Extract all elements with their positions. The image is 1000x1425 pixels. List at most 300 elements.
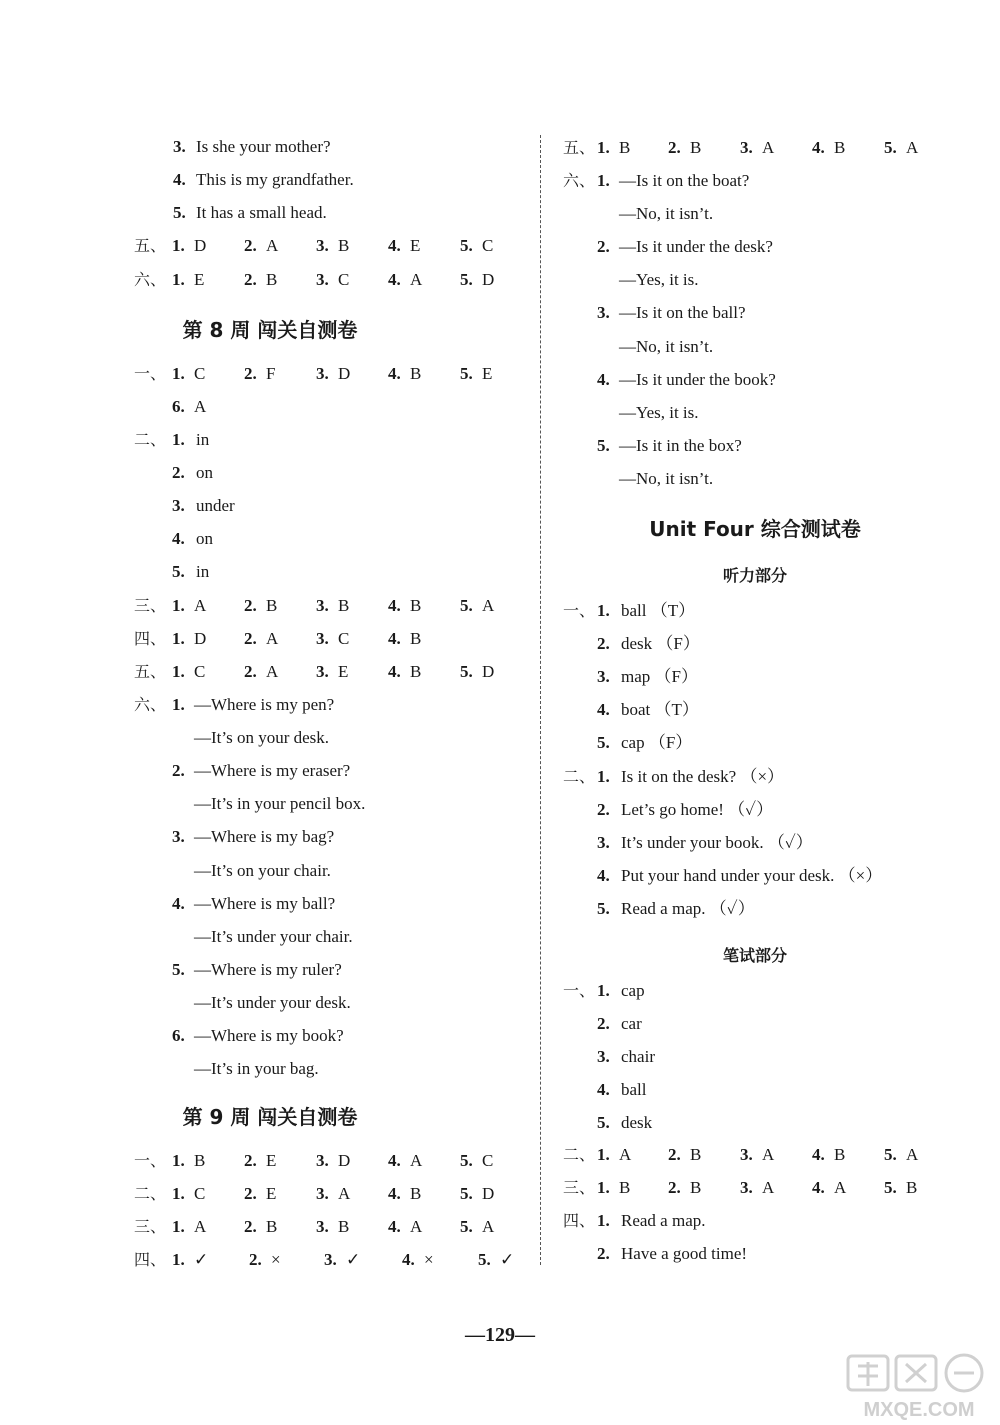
answer-row xyxy=(0,527,540,551)
answer-row xyxy=(555,467,1000,491)
answer-row xyxy=(0,859,540,883)
item-answer: A xyxy=(410,1151,423,1170)
item-number: 5. xyxy=(884,138,897,157)
section-label: 二、 xyxy=(563,1145,596,1164)
week8-title: 第 8 周 闯关自测卷 xyxy=(182,318,358,342)
column-divider xyxy=(540,135,541,1265)
answer-row xyxy=(0,395,540,419)
answer-row xyxy=(555,1012,1000,1036)
item-number: 3. xyxy=(597,667,610,687)
item-answer: Read a map. xyxy=(621,1211,706,1230)
answer-row xyxy=(555,434,1000,458)
section-label: 一、 xyxy=(134,364,167,383)
answer-row xyxy=(555,1111,1000,1135)
item-answer: A xyxy=(410,1217,423,1236)
answer-row xyxy=(0,1248,540,1272)
answer-row xyxy=(555,368,1000,392)
answer-row xyxy=(555,335,1000,359)
dialog-answer: —It’s on your chair. xyxy=(194,860,331,880)
item-answer: C xyxy=(194,1184,206,1203)
item-answer: C xyxy=(482,1151,494,1170)
dialog-question: —Is it on the boat? xyxy=(619,171,750,190)
item-number: 4. xyxy=(173,170,186,190)
section-label: 六、 xyxy=(563,171,596,190)
answer-row xyxy=(0,925,540,949)
item-number: 1. xyxy=(597,138,610,157)
item-number: 5. xyxy=(460,364,473,383)
answer-row xyxy=(0,594,540,618)
item-number: 1. xyxy=(172,695,185,714)
item-number: 2. xyxy=(668,1145,681,1164)
item-answer: D xyxy=(482,1184,495,1203)
answer-row xyxy=(0,792,540,816)
item-answer: C xyxy=(338,270,350,289)
page-number: —129— xyxy=(465,1324,535,1346)
item-answer: C xyxy=(194,662,206,681)
item-answer: B xyxy=(338,236,350,255)
watermark-logo-top xyxy=(848,1355,982,1391)
item-number: 3. xyxy=(316,1151,329,1170)
answer-row xyxy=(555,731,1000,755)
answer-row xyxy=(555,301,1000,325)
item-number: 2. xyxy=(668,138,681,157)
dialog-answer: —It’s in your pencil box. xyxy=(194,794,366,814)
item-number: 1. xyxy=(172,270,185,289)
answer-row xyxy=(555,1078,1000,1102)
dialog-answer: —No, it isn’t. xyxy=(619,204,714,224)
item-number: 3. xyxy=(597,833,610,853)
section-label: 四、 xyxy=(563,1211,596,1230)
answer-row xyxy=(555,897,1000,921)
item-number: 2. xyxy=(244,1184,257,1203)
item-number: 5. xyxy=(884,1145,897,1164)
item-answer: ball xyxy=(621,1080,647,1100)
item-answer: D xyxy=(338,1151,351,1170)
item-answer: C xyxy=(338,629,350,648)
item-answer: A xyxy=(482,1217,495,1236)
item-number: 4. xyxy=(388,1151,401,1170)
item-answer: B xyxy=(690,1178,702,1197)
item-number: 3. xyxy=(324,1250,337,1269)
item-answer: in xyxy=(196,562,210,582)
item-answer: A xyxy=(906,138,919,157)
item-number: 4. xyxy=(388,1217,401,1236)
item-number: 4. xyxy=(172,529,185,549)
item-number: 4. xyxy=(388,270,401,289)
item-number: 3. xyxy=(316,662,329,681)
item-number: 3. xyxy=(740,138,753,157)
item-number: 2. xyxy=(244,596,257,615)
item-number: 3. xyxy=(316,270,329,289)
item-answer: Put your hand under your desk. （×） xyxy=(621,866,883,886)
item-number: 5. xyxy=(478,1250,491,1269)
item-number: 2. xyxy=(244,629,257,648)
item-number: 1. xyxy=(597,1211,610,1230)
answer-row xyxy=(555,979,1000,1003)
item-number: 4. xyxy=(597,369,610,389)
item-number: 3. xyxy=(597,303,610,323)
dialog-question: —Is it on the ball? xyxy=(619,303,746,323)
item-number: 2. xyxy=(244,1151,257,1170)
item-answer: × xyxy=(424,1250,434,1269)
item-answer: B xyxy=(690,138,702,157)
item-number: 5. xyxy=(460,236,473,255)
item-answer: This is my grandfather. xyxy=(196,170,354,190)
item-answer: desk （F） xyxy=(621,634,700,654)
item-number: 4. xyxy=(812,1145,825,1164)
dialog-answer: —No, it isn’t. xyxy=(619,336,714,356)
item-number: 4. xyxy=(388,236,401,255)
item-number: 2. xyxy=(597,634,610,654)
item-number: 1. xyxy=(172,662,185,681)
item-number: 3. xyxy=(597,1047,610,1067)
item-number: 4. xyxy=(388,364,401,383)
item-answer: D xyxy=(194,236,207,255)
item-answer: C xyxy=(482,236,494,255)
dialog-answer: —It’s in your bag. xyxy=(194,1059,319,1079)
item-number: 5. xyxy=(597,899,610,919)
item-answer: in xyxy=(196,430,210,449)
dialog-question: —Where is my bag? xyxy=(194,827,335,847)
item-number: 3. xyxy=(316,236,329,255)
item-answer: D xyxy=(338,364,351,383)
item-number: 2. xyxy=(597,800,610,820)
item-number: 4. xyxy=(388,596,401,615)
answer-row xyxy=(0,726,540,750)
item-number: 2. xyxy=(244,236,257,255)
item-answer: ball （T） xyxy=(621,601,696,620)
item-number: 6. xyxy=(172,1026,185,1045)
unit4-title: Unit Four 综合测试卷 xyxy=(649,517,861,541)
item-answer: B xyxy=(906,1178,918,1197)
answer-row xyxy=(0,759,540,783)
answer-row xyxy=(0,168,540,192)
item-answer: boat （T） xyxy=(621,700,699,720)
answer-row xyxy=(0,958,540,982)
answer-row xyxy=(555,765,1000,789)
item-answer: A xyxy=(762,138,775,157)
item-number: 1. xyxy=(172,1184,185,1203)
item-answer: ✓ xyxy=(500,1250,515,1269)
item-answer: It’s under your book. （✓） xyxy=(621,833,813,853)
item-answer: B xyxy=(410,629,422,648)
item-number: 3. xyxy=(172,496,185,516)
item-number: 2. xyxy=(244,1217,257,1236)
item-number: 4. xyxy=(597,1080,610,1100)
item-number: 1. xyxy=(172,236,185,255)
answer-row xyxy=(555,1045,1000,1069)
item-number: 3. xyxy=(316,1217,329,1236)
item-answer: A xyxy=(338,1184,351,1203)
item-answer: A xyxy=(482,596,495,615)
item-answer: cap xyxy=(621,981,645,1000)
item-number: 4. xyxy=(388,662,401,681)
item-answer: C xyxy=(194,364,206,383)
answer-row xyxy=(0,494,540,518)
item-answer: E xyxy=(194,270,205,289)
dialog-question: —Where is my ruler? xyxy=(194,959,342,979)
item-answer: B xyxy=(338,596,350,615)
item-number: 5. xyxy=(460,1217,473,1236)
answer-row xyxy=(555,169,1000,193)
section-label: 二、 xyxy=(563,767,596,786)
answer-row xyxy=(0,825,540,849)
item-number: 5. xyxy=(460,270,473,289)
item-answer: E xyxy=(338,662,349,681)
item-number: 6. xyxy=(172,397,185,416)
item-answer: B xyxy=(690,1145,702,1164)
answer-row xyxy=(0,461,540,485)
item-number: 4. xyxy=(388,1184,401,1203)
item-answer: ✓ xyxy=(194,1250,209,1269)
item-number: 5. xyxy=(597,733,610,753)
item-answer: B xyxy=(410,596,422,615)
item-number: 5. xyxy=(173,203,186,223)
item-answer: Let’s go home! （✓） xyxy=(621,800,774,820)
item-answer: B xyxy=(619,138,631,157)
item-number: 1. xyxy=(172,430,185,449)
item-number: 5. xyxy=(597,1113,610,1133)
answer-row xyxy=(555,698,1000,722)
item-answer: desk xyxy=(621,1113,653,1133)
item-answer: A xyxy=(834,1178,847,1197)
item-number: 3. xyxy=(172,827,185,847)
dialog-question: —Is it under the book? xyxy=(619,369,776,389)
item-answer: Have a good time! xyxy=(621,1244,748,1264)
section-label: 二、 xyxy=(134,1184,167,1203)
answer-row xyxy=(0,627,540,651)
item-number: 1. xyxy=(597,601,610,620)
item-answer: B xyxy=(834,138,846,157)
item-answer: Is it on the desk? （×） xyxy=(621,767,785,786)
item-answer: Is she your mother? xyxy=(196,137,331,156)
answer-row xyxy=(0,234,540,258)
item-number: 4. xyxy=(388,629,401,648)
answer-row xyxy=(555,864,1000,888)
item-number: 2. xyxy=(668,1178,681,1197)
answer-row xyxy=(0,1057,540,1081)
section-label: 五、 xyxy=(134,236,167,255)
item-number: 2. xyxy=(597,1244,610,1264)
dialog-answer: —It’s under your chair. xyxy=(194,926,353,946)
answer-row xyxy=(0,362,540,386)
dialog-answer: —It’s under your desk. xyxy=(194,992,351,1012)
answer-row xyxy=(555,202,1000,226)
item-number: 1. xyxy=(597,171,610,190)
answer-row xyxy=(555,268,1000,292)
item-number: 1. xyxy=(597,1145,610,1164)
item-number: 1. xyxy=(172,629,185,648)
item-answer: map （F） xyxy=(621,667,698,687)
dialog-question: —Is it in the box? xyxy=(619,435,742,455)
answer-row xyxy=(0,135,540,159)
item-answer: B xyxy=(338,1217,350,1236)
item-answer: A xyxy=(194,1217,207,1236)
item-number: 4. xyxy=(812,138,825,157)
item-answer: ✓ xyxy=(346,1250,361,1269)
item-answer: on xyxy=(196,463,213,483)
item-number: 2. xyxy=(597,237,610,257)
item-number: 3. xyxy=(316,1184,329,1203)
section-label: 一、 xyxy=(563,601,596,620)
item-answer: E xyxy=(266,1151,277,1170)
answer-row xyxy=(0,268,540,292)
answer-row xyxy=(555,665,1000,689)
item-number: 4. xyxy=(597,700,610,720)
item-number: 4. xyxy=(812,1178,825,1197)
answer-row xyxy=(555,831,1000,855)
section-label: 六、 xyxy=(134,270,167,289)
watermark-text: MXQE.COM xyxy=(863,1399,975,1421)
item-answer: F xyxy=(266,364,276,383)
item-answer: × xyxy=(271,1250,281,1269)
answer-row xyxy=(0,428,540,452)
section-label: 四、 xyxy=(134,629,167,648)
item-answer: A xyxy=(762,1178,775,1197)
answer-row xyxy=(0,892,540,916)
section-label: 二、 xyxy=(134,430,167,449)
item-answer: A xyxy=(619,1145,632,1164)
item-answer: A xyxy=(194,397,207,416)
item-answer: B xyxy=(410,1184,422,1203)
item-answer: A xyxy=(266,662,279,681)
answer-row xyxy=(0,560,540,584)
item-answer: E xyxy=(266,1184,277,1203)
week9-title: 第 9 周 闯关自测卷 xyxy=(182,1105,358,1129)
item-number: 1. xyxy=(172,1250,185,1269)
answer-row xyxy=(0,991,540,1015)
item-number: 2. xyxy=(172,761,185,781)
dialog-question: —Is it under the desk? xyxy=(619,237,773,257)
answer-row xyxy=(0,1149,540,1173)
section-label: 五、 xyxy=(134,662,167,681)
item-number: 1. xyxy=(172,596,185,615)
item-number: 1. xyxy=(597,1178,610,1197)
item-answer: It has a small head. xyxy=(196,203,327,223)
item-answer: D xyxy=(194,629,207,648)
item-number: 2. xyxy=(244,662,257,681)
item-number: 5. xyxy=(172,562,185,582)
answer-row xyxy=(0,1024,540,1048)
answer-row xyxy=(0,660,540,684)
item-answer: B xyxy=(266,270,278,289)
section-label: 六、 xyxy=(134,695,167,714)
answer-row xyxy=(555,599,1000,623)
item-answer: A xyxy=(194,596,207,615)
answer-row xyxy=(555,1242,1000,1266)
answer-row xyxy=(0,1182,540,1206)
item-number: 4. xyxy=(597,866,610,886)
item-answer: B xyxy=(194,1151,206,1170)
item-number: 3. xyxy=(173,137,186,156)
item-answer: under xyxy=(196,496,235,516)
item-answer: D xyxy=(482,270,495,289)
dialog-question: —Where is my eraser? xyxy=(194,761,351,781)
item-number: 1. xyxy=(172,1151,185,1170)
dialog-answer: —It’s on your desk. xyxy=(194,728,330,748)
item-answer: cap （F） xyxy=(621,733,693,753)
item-number: 5. xyxy=(460,1151,473,1170)
item-answer: B xyxy=(410,364,422,383)
answer-row xyxy=(0,693,540,717)
item-number: 4. xyxy=(172,893,185,913)
item-number: 5. xyxy=(460,596,473,615)
item-answer: B xyxy=(619,1178,631,1197)
item-answer: E xyxy=(482,364,493,383)
section-label: 四、 xyxy=(134,1250,167,1269)
item-number: 3. xyxy=(316,629,329,648)
item-number: 1. xyxy=(597,981,610,1000)
answer-row xyxy=(555,401,1000,425)
item-answer: E xyxy=(410,236,421,255)
item-answer: A xyxy=(410,270,423,289)
section-label: 三、 xyxy=(134,1217,167,1236)
section-label: 五、 xyxy=(563,138,596,157)
item-answer: D xyxy=(482,662,495,681)
section-label: 一、 xyxy=(134,1151,167,1170)
item-number: 3. xyxy=(316,596,329,615)
writing-title: 笔试部分 xyxy=(722,946,787,965)
answer-row xyxy=(555,632,1000,656)
item-number: 2. xyxy=(172,463,185,483)
item-number: 4. xyxy=(402,1250,415,1269)
item-answer: B xyxy=(266,596,278,615)
item-number: 5. xyxy=(884,1178,897,1197)
item-number: 2. xyxy=(244,364,257,383)
dialog-answer: —Yes, it is. xyxy=(619,402,699,422)
dialog-question: —Where is my book? xyxy=(194,1026,344,1045)
section-label: 三、 xyxy=(134,596,167,615)
item-answer: car xyxy=(621,1014,642,1034)
item-number: 5. xyxy=(460,1184,473,1203)
item-number: 5. xyxy=(597,435,610,455)
item-answer: A xyxy=(266,236,279,255)
item-number: 3. xyxy=(740,1145,753,1164)
item-answer: on xyxy=(196,529,213,549)
dialog-answer: —No, it isn’t. xyxy=(619,468,714,488)
answer-row xyxy=(0,1215,540,1239)
dialog-question: —Where is my ball? xyxy=(194,893,336,913)
item-answer: Read a map. （✓） xyxy=(621,899,755,919)
section-label: 三、 xyxy=(563,1178,596,1197)
item-number: 5. xyxy=(172,959,185,979)
item-answer: chair xyxy=(621,1047,655,1067)
item-answer: B xyxy=(410,662,422,681)
item-number: 1. xyxy=(172,364,185,383)
item-answer: B xyxy=(266,1217,278,1236)
section-label: 一、 xyxy=(563,981,596,1000)
answer-row xyxy=(555,1143,1000,1167)
dialog-answer: —Yes, it is. xyxy=(619,270,699,290)
item-number: 2. xyxy=(597,1014,610,1034)
watermark-logo xyxy=(840,1352,998,1422)
answer-row xyxy=(555,798,1000,822)
item-number: 3. xyxy=(740,1178,753,1197)
item-answer: A xyxy=(266,629,279,648)
answer-row xyxy=(555,1209,1000,1233)
item-answer: A xyxy=(906,1145,919,1164)
item-number: 2. xyxy=(249,1250,262,1269)
item-number: 2. xyxy=(244,270,257,289)
answer-row xyxy=(555,235,1000,259)
answer-row xyxy=(555,136,1000,160)
item-number: 5. xyxy=(460,662,473,681)
dialog-question: —Where is my pen? xyxy=(194,695,335,714)
item-answer: A xyxy=(762,1145,775,1164)
item-answer: B xyxy=(834,1145,846,1164)
listening-title: 听力部分 xyxy=(722,566,787,585)
answer-row xyxy=(555,1176,1000,1200)
